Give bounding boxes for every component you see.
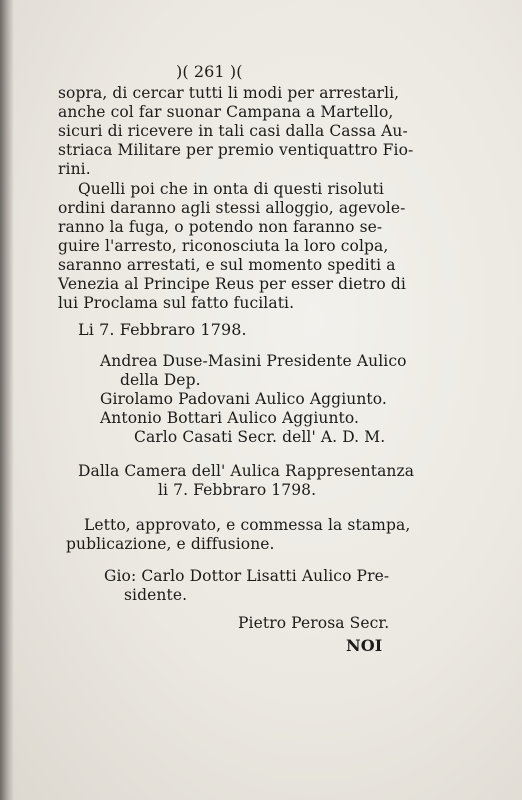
signatory-duse-masini-title: della Dep. (120, 371, 201, 389)
lisatti-line-2: sidente. (124, 586, 188, 604)
paragraph-1-line-4: striaca Militare per premio ventiquattro Fio- (58, 141, 414, 159)
paragraph-2-line-2: ordini daranno agli stessi alloggio, agevole- (58, 199, 406, 217)
paragraph-1-line-2: anche col far suonar Campana a Martello, (58, 103, 394, 121)
approval-line-1: Letto, approvato, e commessa la stampa, (84, 516, 411, 534)
camera-line-2: li 7. Febbraro 1798. (158, 481, 317, 499)
perosa-signature: Pietro Perosa Secr. (238, 614, 390, 632)
binding-edge-shadow (0, 0, 14, 800)
date-line: Li 7. Febbraro 1798. (78, 320, 247, 339)
paragraph-1-line-1: sopra, di cercar tutti li modi per arrestarli, (58, 84, 400, 102)
lisatti-line-1: Gio: Carlo Dottor Lisatti Aulico Pre- (104, 567, 390, 585)
paragraph-2-line-7: lui Proclama sul fatto fucilati. (58, 294, 295, 312)
paragraph-1-line-5: rini. (58, 160, 91, 178)
paragraph-2-line-5: saranno arrestati, e sul momento spediti a (58, 256, 396, 274)
paragraph-2-line-6: Venezia al Principe Reus per esser dietro di (58, 275, 406, 293)
page-number-header: )( 261 )( (176, 62, 243, 81)
paragraph-2-line-4: guire l'arresto, riconosciuta la loro colpa, (58, 237, 389, 255)
paragraph-2-line-3: ranno la fuga, o potendo non faranno se- (58, 218, 383, 236)
signatory-bottari: Antonio Bottari Aulico Aggiunto. (100, 409, 360, 427)
approval-line-2: publicazione, e diffusione. (66, 535, 275, 553)
signatory-casati: Carlo Casati Secr. dell' A. D. M. (134, 428, 386, 446)
paragraph-2-line-1: Quelli poi che in onta di questi risoluti (78, 180, 384, 198)
paragraph-1-line-3: sicuri di ricevere in tali casi dalla Cassa Au- (58, 122, 408, 140)
signatory-duse-masini: Andrea Duse-Masini Presidente Aulico (100, 352, 407, 370)
catchword: NOI (346, 636, 383, 655)
camera-line-1: Dalla Camera dell' Aulica Rappresentanza (78, 462, 415, 480)
signatory-padovani: Girolamo Padovani Aulico Aggiunto. (100, 390, 387, 408)
